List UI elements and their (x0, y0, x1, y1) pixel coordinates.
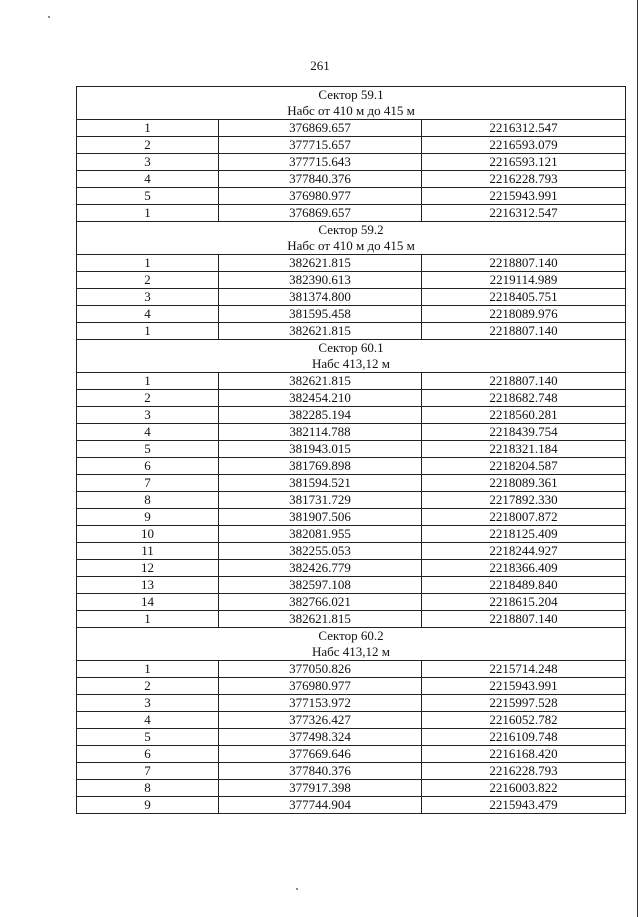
point-number: 7 (77, 763, 219, 780)
point-number: 5 (77, 729, 219, 746)
sector-title: Сектор 59.1 (77, 87, 626, 104)
sector-elevation: Набс от 410 м до 415 м (77, 238, 626, 255)
x-coordinate: 376869.657 (219, 205, 422, 222)
table-row (77, 255, 626, 272)
table-row (77, 526, 626, 543)
y-coordinate: 2215943.991 (422, 678, 626, 695)
point-number: 9 (77, 797, 219, 814)
y-coordinate: 2218405.751 (422, 289, 626, 306)
point-number: 11 (77, 543, 219, 560)
y-coordinate: 2216109.748 (422, 729, 626, 746)
table-row (77, 120, 626, 137)
y-coordinate: 2215943.479 (422, 797, 626, 814)
sector-subtitle-row (77, 644, 626, 661)
y-coordinate: 2218007.872 (422, 509, 626, 526)
sector-subtitle-row (77, 103, 626, 120)
point-number: 1 (77, 373, 219, 390)
table-row (77, 797, 626, 814)
y-coordinate: 2218560.281 (422, 407, 626, 424)
x-coordinate: 377715.657 (219, 137, 422, 154)
table-row (77, 441, 626, 458)
table-row (77, 611, 626, 628)
sector-title-row (77, 628, 626, 645)
sector-title: Сектор 60.1 (77, 340, 626, 357)
x-coordinate: 381943.015 (219, 441, 422, 458)
y-coordinate: 2218204.587 (422, 458, 626, 475)
x-coordinate: 382255.053 (219, 543, 422, 560)
y-coordinate: 2216593.079 (422, 137, 626, 154)
x-coordinate: 377840.376 (219, 171, 422, 188)
y-coordinate: 2218321.184 (422, 441, 626, 458)
table-row (77, 137, 626, 154)
y-coordinate: 2218807.140 (422, 323, 626, 340)
x-coordinate: 382621.815 (219, 373, 422, 390)
x-coordinate: 382597.108 (219, 577, 422, 594)
y-coordinate: 2218807.140 (422, 611, 626, 628)
point-number: 7 (77, 475, 219, 492)
point-number: 3 (77, 695, 219, 712)
table-row (77, 458, 626, 475)
x-coordinate: 382285.194 (219, 407, 422, 424)
y-coordinate: 2218682.748 (422, 390, 626, 407)
table-row (77, 289, 626, 306)
y-coordinate: 2215714.248 (422, 661, 626, 678)
sector-subtitle-row (77, 356, 626, 373)
x-coordinate: 382114.788 (219, 424, 422, 441)
point-number: 8 (77, 780, 219, 797)
y-coordinate: 2218125.409 (422, 526, 626, 543)
point-number: 1 (77, 323, 219, 340)
x-coordinate: 382621.815 (219, 323, 422, 340)
x-coordinate: 376980.977 (219, 678, 422, 695)
y-coordinate: 2216168.420 (422, 746, 626, 763)
point-number: 4 (77, 424, 219, 441)
y-coordinate: 2217892.330 (422, 492, 626, 509)
table-row (77, 188, 626, 205)
coordinates-table (76, 86, 626, 814)
point-number: 2 (77, 390, 219, 407)
table-row (77, 475, 626, 492)
table-row (77, 373, 626, 390)
table-row (77, 763, 626, 780)
y-coordinate: 2219114.989 (422, 272, 626, 289)
table-row (77, 661, 626, 678)
scan-speck (296, 888, 298, 890)
point-number: 8 (77, 492, 219, 509)
table-row (77, 729, 626, 746)
point-number: 13 (77, 577, 219, 594)
scan-edge-line (637, 0, 638, 917)
x-coordinate: 377744.904 (219, 797, 422, 814)
x-coordinate: 377153.972 (219, 695, 422, 712)
table-row (77, 205, 626, 222)
table-row (77, 712, 626, 729)
table-row (77, 594, 626, 611)
x-coordinate: 377715.643 (219, 154, 422, 171)
point-number: 12 (77, 560, 219, 577)
table-row (77, 509, 626, 526)
table-row (77, 306, 626, 323)
point-number: 3 (77, 407, 219, 424)
x-coordinate: 377050.826 (219, 661, 422, 678)
x-coordinate: 382454.210 (219, 390, 422, 407)
point-number: 1 (77, 661, 219, 678)
point-number: 1 (77, 205, 219, 222)
y-coordinate: 2216052.782 (422, 712, 626, 729)
table-row (77, 424, 626, 441)
y-coordinate: 2218489.840 (422, 577, 626, 594)
point-number: 6 (77, 458, 219, 475)
page-number: 261 (310, 58, 330, 73)
x-coordinate: 382621.815 (219, 611, 422, 628)
y-coordinate: 2216003.822 (422, 780, 626, 797)
table-row (77, 543, 626, 560)
point-number: 4 (77, 306, 219, 323)
point-number: 2 (77, 272, 219, 289)
coordinates-sheet (76, 86, 625, 814)
point-number: 14 (77, 594, 219, 611)
sector-title-row (77, 340, 626, 357)
x-coordinate: 382426.779 (219, 560, 422, 577)
x-coordinate: 377326.427 (219, 712, 422, 729)
x-coordinate: 381907.506 (219, 509, 422, 526)
table-row (77, 577, 626, 594)
point-number: 4 (77, 171, 219, 188)
table-row (77, 780, 626, 797)
x-coordinate: 377669.646 (219, 746, 422, 763)
table-row (77, 492, 626, 509)
y-coordinate: 2218089.976 (422, 306, 626, 323)
y-coordinate: 2216228.793 (422, 763, 626, 780)
point-number: 2 (77, 137, 219, 154)
point-number: 9 (77, 509, 219, 526)
y-coordinate: 2218615.204 (422, 594, 626, 611)
x-coordinate: 381731.729 (219, 492, 422, 509)
sector-title-row (77, 87, 626, 104)
point-number: 10 (77, 526, 219, 543)
y-coordinate: 2216312.547 (422, 120, 626, 137)
y-coordinate: 2218366.409 (422, 560, 626, 577)
scan-speck (48, 16, 50, 18)
y-coordinate: 2218244.927 (422, 543, 626, 560)
point-number: 3 (77, 289, 219, 306)
table-row (77, 407, 626, 424)
sector-elevation: Набс от 410 м до 415 м (77, 103, 626, 120)
x-coordinate: 381595.458 (219, 306, 422, 323)
table-row (77, 323, 626, 340)
y-coordinate: 2215997.528 (422, 695, 626, 712)
x-coordinate: 377917.398 (219, 780, 422, 797)
x-coordinate: 376980.977 (219, 188, 422, 205)
point-number: 2 (77, 678, 219, 695)
x-coordinate: 382081.955 (219, 526, 422, 543)
y-coordinate: 2218089.361 (422, 475, 626, 492)
table-row (77, 560, 626, 577)
y-coordinate: 2218807.140 (422, 373, 626, 390)
sector-subtitle-row (77, 238, 626, 255)
x-coordinate: 382766.021 (219, 594, 422, 611)
table-row (77, 272, 626, 289)
sector-title: Сектор 59.2 (77, 222, 626, 239)
x-coordinate: 382390.613 (219, 272, 422, 289)
point-number: 5 (77, 441, 219, 458)
x-coordinate: 382621.815 (219, 255, 422, 272)
table-row (77, 154, 626, 171)
x-coordinate: 376869.657 (219, 120, 422, 137)
sector-elevation: Набс 413,12 м (77, 356, 626, 373)
y-coordinate: 2215943.991 (422, 188, 626, 205)
point-number: 3 (77, 154, 219, 171)
y-coordinate: 2216228.793 (422, 171, 626, 188)
x-coordinate: 377498.324 (219, 729, 422, 746)
y-coordinate: 2216312.547 (422, 205, 626, 222)
x-coordinate: 377840.376 (219, 763, 422, 780)
point-number: 4 (77, 712, 219, 729)
sector-elevation: Набс 413,12 м (77, 644, 626, 661)
point-number: 5 (77, 188, 219, 205)
y-coordinate: 2216593.121 (422, 154, 626, 171)
point-number: 1 (77, 120, 219, 137)
sector-title: Сектор 60.2 (77, 628, 626, 645)
point-number: 1 (77, 611, 219, 628)
y-coordinate: 2218807.140 (422, 255, 626, 272)
table-row (77, 171, 626, 188)
point-number: 1 (77, 255, 219, 272)
sector-title-row (77, 222, 626, 239)
x-coordinate: 381769.898 (219, 458, 422, 475)
table-row (77, 390, 626, 407)
table-row (77, 746, 626, 763)
table-row (77, 695, 626, 712)
y-coordinate: 2218439.754 (422, 424, 626, 441)
x-coordinate: 381374.800 (219, 289, 422, 306)
x-coordinate: 381594.521 (219, 475, 422, 492)
table-row (77, 678, 626, 695)
point-number: 6 (77, 746, 219, 763)
